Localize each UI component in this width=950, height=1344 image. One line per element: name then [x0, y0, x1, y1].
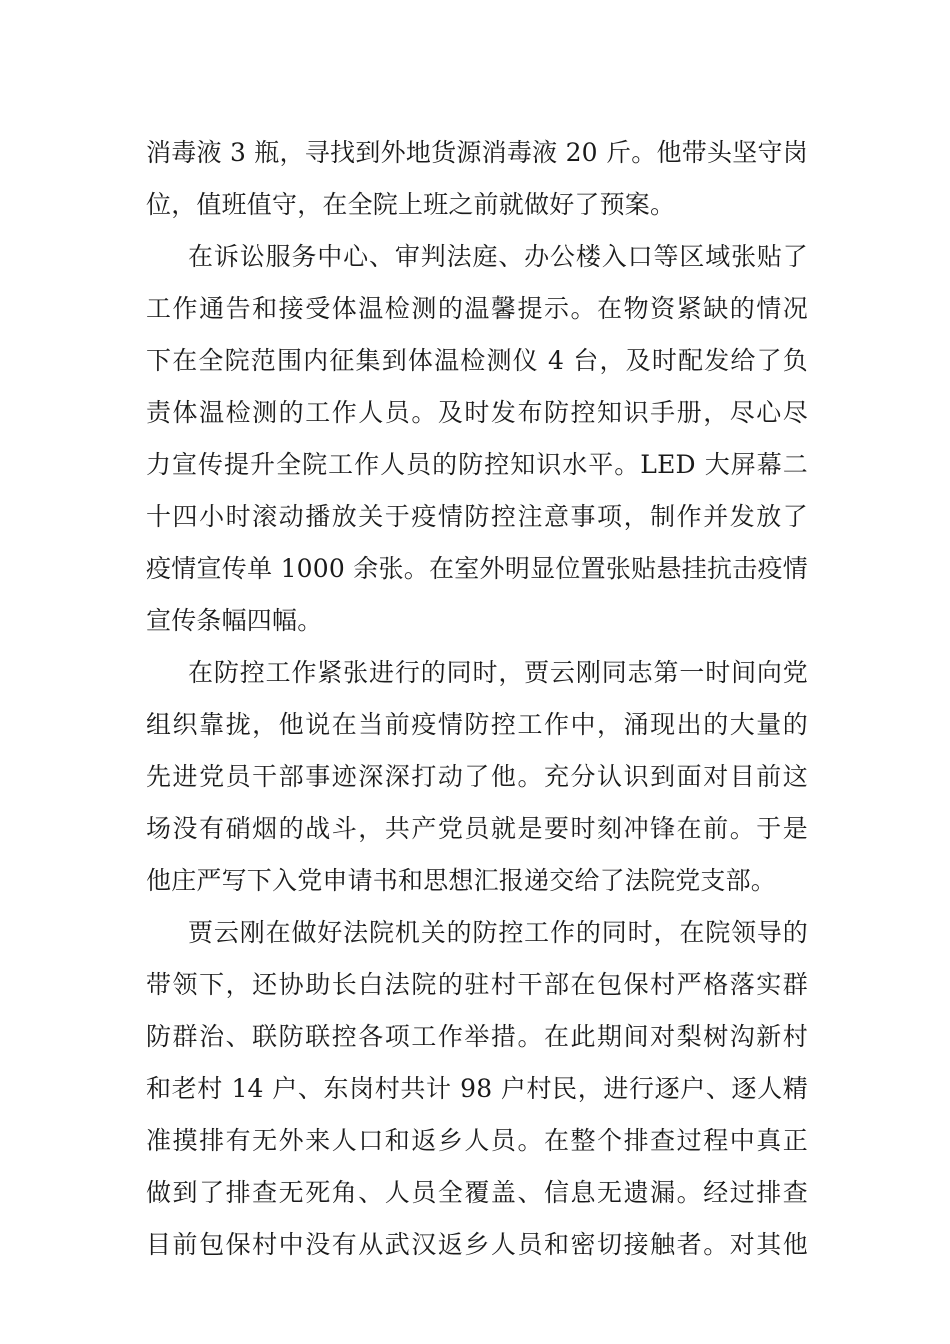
text-line: 带领下，还协助长白法院的驻村干部在包保村严格落实群 [146, 970, 808, 999]
text-line: 先进党员干部事迹深深打动了他。充分认识到面对目前这 [146, 762, 808, 791]
text-line: 他庄严写下入党申请书和思想汇报递交给了法院党支部。 [146, 866, 777, 895]
text-line: 下在全院范围内征集到体温检测仪 4 台，及时配发给了负 [146, 346, 808, 375]
paragraph-first-line: 贾云刚在做好法院机关的防控工作的同时，在院领导的 [188, 918, 808, 947]
document-body [146, 127, 808, 1271]
text-line: 工作通告和接受体温检测的温馨提示。在物资紧缺的情况 [146, 294, 808, 323]
text-line: 防群治、联防联控各项工作举措。在此期间对梨树沟新村 [146, 1022, 808, 1051]
paragraph-first-line: 在防控工作紧张进行的同时，贾云刚同志第一时间向党 [188, 658, 808, 687]
text-line: 疫情宣传单 1000 余张。在室外明显位置张贴悬挂抗击疫情 [146, 554, 808, 583]
text-line: 目前包保村中没有从武汉返乡人员和密切接触者。对其他 [146, 1230, 808, 1259]
text-line: 宣传条幅四幅。 [146, 606, 323, 635]
paragraph-first-line: 在诉讼服务中心、审判法庭、办公楼入口等区域张贴了 [188, 242, 808, 271]
text-line: 和老村 14 户、东岗村共计 98 户村民，进行逐户、逐人精 [146, 1074, 808, 1103]
text-line: 场没有硝烟的战斗，共产党员就是要时刻冲锋在前。于是 [146, 814, 808, 843]
text-line: 十四小时滚动播放关于疫情防控注意事项，制作并发放了 [146, 502, 808, 531]
text-line: 力宣传提升全院工作人员的防控知识水平。LED 大屏幕二 [146, 450, 808, 479]
text-line: 消毒液 3 瓶，寻找到外地货源消毒液 20 斤。他带头坚守岗 [146, 138, 808, 167]
text-line: 责体温检测的工作人员。及时发布防控知识手册，尽心尽 [146, 398, 808, 427]
text-line: 准摸排有无外来人口和返乡人员。在整个排查过程中真正 [146, 1126, 808, 1155]
text-line: 做到了排查无死角、人员全覆盖、信息无遗漏。经过排查 [146, 1178, 808, 1207]
text-line: 位，值班值守，在全院上班之前就做好了预案。 [146, 190, 676, 219]
text-line: 组织靠拢，他说在当前疫情防控工作中，涌现出的大量的 [146, 710, 808, 739]
